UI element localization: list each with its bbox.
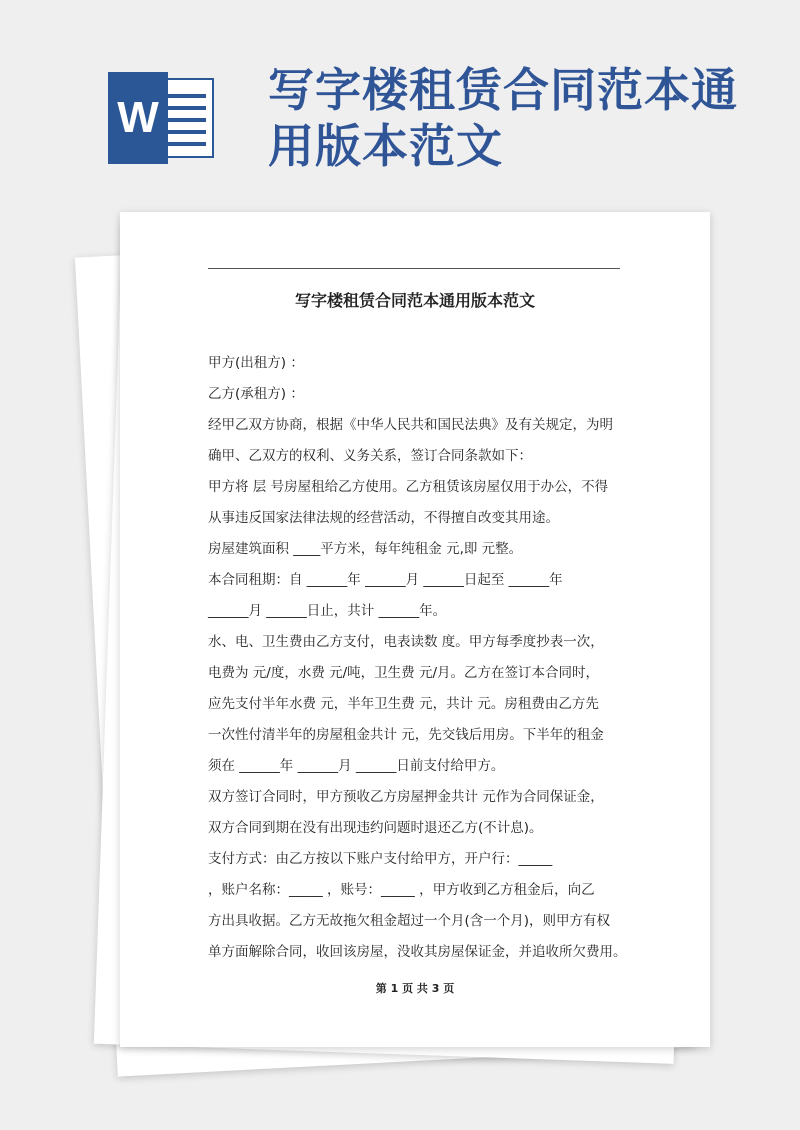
word-document-icon bbox=[108, 72, 216, 164]
page-number: 第 1 页 共 3 页 bbox=[375, 982, 455, 995]
body-line: 方出具收据。乙方无故拖欠租金超过一个月(含一个月)，则甲方有权 bbox=[208, 913, 611, 929]
body-line: ______月 ______日止，共计 ______年。 bbox=[208, 603, 447, 619]
body-line: 双方签订合同时，甲方预收乙方房屋押金共计 元作为合同保证金， bbox=[208, 789, 604, 805]
body-line: 支付方式：由乙方按以下账户支付给甲方，开户行：_____ bbox=[208, 851, 553, 867]
page-title: 写字楼租赁合同范本通用版本范文 bbox=[268, 63, 738, 173]
body-line: 从事违反国家法律法规的经营活动，不得擅自改变其用途。 bbox=[208, 510, 559, 526]
body-line: 经甲乙双方协商，根据《中华人民共和国民法典》及有关规定，为明 bbox=[208, 417, 613, 433]
document-page bbox=[120, 212, 710, 1047]
body-line: 本合同租期：自 ______年 ______月 ______日起至 ______年 bbox=[208, 572, 563, 588]
body-line: 甲方(出租方) ： bbox=[208, 355, 304, 371]
document-title: 写字楼租赁合同范本通用版本范文 bbox=[294, 291, 535, 310]
word-icon-letter: W bbox=[108, 72, 168, 164]
body-line: ，账户名称：_____ ，账号：_____ ，甲方收到乙方租金后，向乙 bbox=[208, 882, 595, 898]
body-line: 单方面解除合同，收回该房屋，没收其房屋保证金，并追收所欠费用。 bbox=[208, 944, 627, 960]
body-line: 应先支付半年水费 元，半年卫生费 元，共计 元。房租费由乙方先 bbox=[208, 696, 599, 712]
header-rule bbox=[208, 268, 620, 269]
body-line: 双方合同到期在没有出现违约问题时退还乙方(不计息)。 bbox=[208, 820, 543, 836]
header-banner bbox=[0, 0, 800, 200]
body-line: 确甲、乙双方的权利、义务关系，签订合同条款如下： bbox=[208, 448, 532, 464]
body-line: 一次性付清半年的房屋租金共计 元，先交钱后用房。下半年的租金 bbox=[208, 727, 604, 743]
body-line: 乙方(承租方) ： bbox=[208, 386, 304, 402]
body-line: 电费为 元/度，水费 元/吨，卫生费 元/月。乙方在签订本合同时， bbox=[208, 665, 600, 681]
body-line: 水、电、卫生费由乙方支付，电表读数 度。甲方每季度抄表一次， bbox=[208, 634, 604, 650]
document-body bbox=[208, 348, 632, 968]
body-line: 须在 ______年 ______月 ______日前支付给甲方。 bbox=[208, 758, 505, 774]
body-line: 房屋建筑面积 ____平方米，每年纯租金 元,即 元整。 bbox=[208, 541, 523, 557]
body-line: 甲方将 层 号房屋租给乙方使用。乙方租赁该房屋仅用于办公，不得 bbox=[208, 479, 609, 495]
